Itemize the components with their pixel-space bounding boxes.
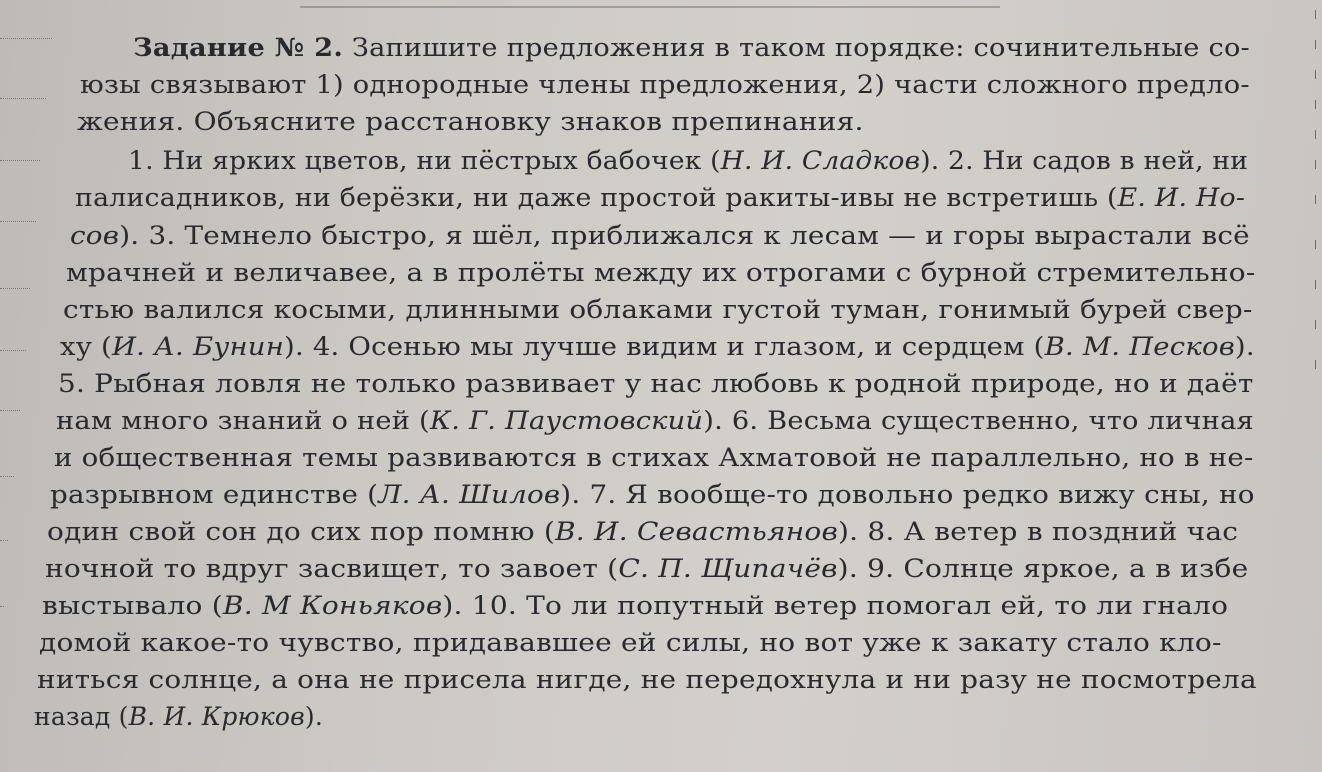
- author-attribution: Л. А. Шилов: [378, 480, 561, 509]
- sentence-text: 1. Ни ярких цветов, ни пёстрых бабочек (: [128, 146, 721, 175]
- author-attribution: К. Г. Паустовский: [429, 406, 704, 435]
- exercise-line: [66, 258, 1256, 288]
- sentence-text: ). 7. Я вообще-то довольно редко вижу сны, но: [560, 480, 1255, 509]
- margin-dots: [0, 38, 52, 39]
- margin-dots: [0, 476, 14, 477]
- sentence-text: ниться солнце, а она не присела нигде, не передохнула и ни разу не посмотрела: [37, 665, 1257, 694]
- sentence-text: палисадников, ни берёзки, ни даже простой ракиты-ивы не встретишь (: [75, 183, 1118, 212]
- sentence-text: домой какое-то чувство, придававшее ей силы, но вот уже к закату стало кло-: [39, 628, 1222, 657]
- author-attribution: И. А. Бунин: [111, 332, 285, 361]
- author-attribution: В. И. Крюков: [128, 702, 305, 731]
- margin-dots: [0, 98, 46, 99]
- exercise-line: [42, 591, 1228, 621]
- margin-dots: [0, 160, 40, 161]
- exercise-line: [34, 702, 323, 732]
- author-attribution: В. М. Песков: [1044, 332, 1235, 361]
- sentence-text: ). 2. Ни садов в ней, ни: [920, 146, 1249, 175]
- exercise-line: [128, 146, 1248, 176]
- exercise-line: [39, 628, 1222, 658]
- exercise-line: [75, 183, 1245, 213]
- exercise-line: [58, 369, 1254, 399]
- author-attribution: С. П. Щипачёв: [618, 554, 838, 583]
- exercise-line: [63, 295, 1253, 325]
- exercise-line: [47, 517, 1238, 547]
- exercise-line: [56, 406, 1254, 436]
- sentence-text: ). 8. А ветер в поздний час: [838, 517, 1239, 546]
- margin-dots: [0, 288, 30, 289]
- sentence-text: ).: [304, 702, 323, 731]
- task-label: Задание № 2.: [133, 33, 344, 62]
- sentence-text: назад (: [34, 702, 129, 731]
- previous-line-fragment: [300, 0, 1000, 8]
- sentence-text: ночной то вдруг засвищет, то завоет (: [45, 554, 619, 583]
- sentence-text: ). 4. Осенью мы лучше видим и глазом, и сердцем (: [284, 332, 1045, 361]
- margin-dots: [0, 350, 26, 351]
- exercise-line: [54, 443, 1254, 473]
- task-instruction-part: Запишите предложения в таком порядке: сочинительные со-: [343, 33, 1250, 62]
- task-heading-line-1: [133, 33, 1250, 63]
- exercise-line: [45, 554, 1248, 584]
- exercise-line: [70, 221, 1250, 251]
- author-attribution: Н. И. Сладков: [720, 146, 921, 175]
- exercise-line: [60, 332, 1255, 362]
- sentence-text: 5. Рыбная ловля не только развивает у нас любовь к родной природе, но и даёт: [58, 369, 1254, 398]
- sentence-text: стью валился косыми, длинными облаками густой туман, гонимый бурей свер-: [63, 295, 1253, 324]
- margin-dots: [0, 606, 4, 607]
- sentence-text: ). 9. Солнце яркое, а в избе: [837, 554, 1249, 583]
- exercise-line: [50, 480, 1255, 510]
- task-heading-line-2: юзы связывают 1) однородные члены предложения, 2) части сложного предло-: [80, 70, 1250, 99]
- right-edge-marks: [1312, 0, 1320, 772]
- sentence-text: и общественная темы развиваются в стихах Ахматовой не параллельно, но в не-: [54, 443, 1254, 472]
- task-heading-line-3: жения. Объясните расстановку знаков препинания.: [77, 107, 864, 136]
- margin-dots: [0, 410, 20, 411]
- sentence-text: ). 6. Весьма существенно, что личная: [703, 406, 1254, 435]
- sentence-text: разрывном единстве (: [50, 480, 379, 509]
- sentence-text: нам много знаний о ней (: [56, 406, 430, 435]
- margin-dots: [0, 221, 36, 222]
- author-attribution: Е. И. Но-: [1117, 183, 1246, 212]
- margin-dots: [0, 540, 8, 541]
- sentence-text: ). 3. Темнело быстро, я шёл, приближался к лесам — и горы вырастали всё: [119, 221, 1250, 250]
- sentence-text: мрачней и величавее, а в пролёты между их отрогами с бурной стремительно-: [66, 258, 1256, 287]
- author-attribution: В. И. Севастьянов: [555, 517, 839, 546]
- exercise-line: [37, 665, 1257, 695]
- sentence-text: выстывало (: [42, 591, 223, 620]
- sentence-text: ху (: [60, 332, 112, 361]
- sentence-text: один свой сон до сих пор помню (: [47, 517, 556, 546]
- author-attribution: В. М Коньяков: [222, 591, 443, 620]
- author-attribution: сов: [70, 221, 120, 250]
- sentence-text: ).: [1234, 332, 1255, 361]
- sentence-text: ). 10. То ли попутный ветер помогал ей, то ли гнало: [442, 591, 1229, 620]
